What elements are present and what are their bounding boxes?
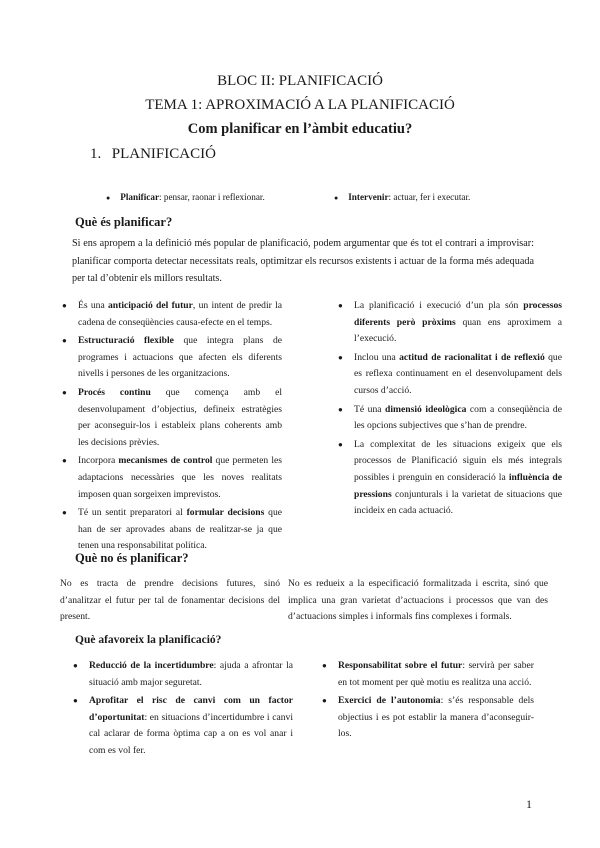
page-number: 1: [526, 797, 532, 811]
list-item: ● La planificació i execució d’un pla són processos diferents però pròxims quan ens aproximem a l’execució.: [338, 300, 562, 345]
list-item: ● Procés continu que comença amb el desenvolupament d’objectius, defineix estratègies per aconseguir-los i estableix plans coherents amb les decisions prèvies.: [62, 386, 282, 448]
bullet-icon: ●: [334, 194, 339, 202]
tema-title: TEMA 1: APROXIMACIÓ A LA PLANIFICACIÓ: [145, 97, 455, 113]
bullet-icon: ●: [338, 439, 343, 449]
section-number: 1.: [90, 146, 102, 162]
definition-planificar: ● Planificar: pensar, raonar i reflexionar.: [106, 192, 265, 202]
list-item: ● Reducció de la incertidumbre: ajuda a afrontar la situació amb major seguretat.: [73, 660, 294, 688]
list-item: ● Té un sentit preparatori al formular decisions que han de ser aprovades abans de realitzar-se ja que tenen una responsabilitat política.: [62, 507, 282, 552]
bullet-icon: ●: [62, 456, 67, 466]
bullet-icon: ●: [73, 696, 78, 706]
bullet-icon: ●: [322, 696, 327, 706]
bullet-icon: ●: [322, 661, 327, 670]
list-item: ● La complexitat de les situacions exigeix que els processos de Planificació siguin els més integrals possibles i prenguin en consideració la influència de pressions conjunturals i la varietat de situacions que incideix en cada actuació.: [338, 438, 562, 517]
bullet-icon: ●: [338, 352, 343, 362]
favours-left-list: [73, 658, 293, 762]
heading-what-not: Què no és planificar?: [75, 551, 189, 565]
list-item: ● Estructuració flexible que integra plans de programes i actuacions que afecten els diferents nivells i persones de les organitzacions.: [62, 335, 282, 380]
definition-intervenir: ● Intervenir: actuar, fer i executar.: [334, 192, 471, 202]
heading-favours: Què afavoreix la planificació?: [75, 634, 222, 646]
favours-right-list: [322, 658, 534, 745]
what-is-right-list: [338, 298, 562, 522]
list-item: ● És una anticipació del futur, un intent de predir la cadena de conseqüències causa-efecte en el temps.: [62, 300, 282, 328]
bullet-icon: ●: [62, 387, 67, 397]
what-not-right: No es redueix a la especificació formalitzada i escrita, sinó que implica una gran varietat d’actuacions i processos que van des d’actuacions simples i informals fins complexes i formals.: [288, 578, 548, 623]
list-item: ● Aprofitar el risc de canvi com un factor d’oportunitat: en situacions d’incertidumbre i canvi cal aclarar de forma òptima cap a on es vol anar i com es vol fer.: [73, 695, 293, 756]
section-title: PLANIFICACIÓ: [111, 146, 216, 162]
bullet-icon: ●: [106, 194, 111, 202]
intro-paragraph: Si ens apropem a la definició més popular de planificació, podem argumentar que és tot el contrari a improvisar: planificar comporta detectar necessitats reals, optimitzar els recursos existents i actuar de la forma més adequada per tal d’obtenir els millors resultats.: [72, 238, 534, 284]
list-item: ● Té una dimensió ideològica com a conseqüència de les opcions subjectives que s’han de prendre.: [338, 403, 562, 432]
bullet-icon: ●: [62, 301, 67, 310]
list-item: ● Responsabilitat sobre el futur: servirà per saber en tot moment per què motiu es realitza una acció.: [322, 660, 534, 688]
list-item: ● Inclou una actitud de racionalitat i de reflexió que es reflexa continuament en el desenvolupament dels cursos d’acció.: [338, 351, 562, 396]
what-is-left-list: [62, 298, 282, 557]
page-question: Com planificar en l’àmbit educatiu?: [187, 121, 413, 137]
bullet-icon: ●: [338, 301, 343, 310]
bullet-icon: ●: [62, 336, 67, 346]
bullet-icon: ●: [338, 404, 343, 414]
bullet-icon: ●: [62, 508, 67, 518]
bullet-icon: ●: [73, 661, 78, 670]
what-not-left: No es tracta de prendre decisions futures, sinó d’analitzar el futur per tal de fonamentar decisions del present.: [60, 578, 280, 623]
list-item: ● Incorpora mecanismes de control que permeten les adaptacions necessàries que les noves realitats imposen quan sorgeixen imprevistos.: [62, 455, 282, 500]
heading-what-is: Què és planificar?: [75, 215, 173, 229]
section-heading: [90, 146, 216, 163]
bloc-title: BLOC II: PLANIFICACIÓ: [217, 73, 383, 89]
list-item: ● Exercici de l’autonomia: s’és responsable dels objectius i es pot establir la manera d’aconseguir-los.: [322, 695, 534, 740]
